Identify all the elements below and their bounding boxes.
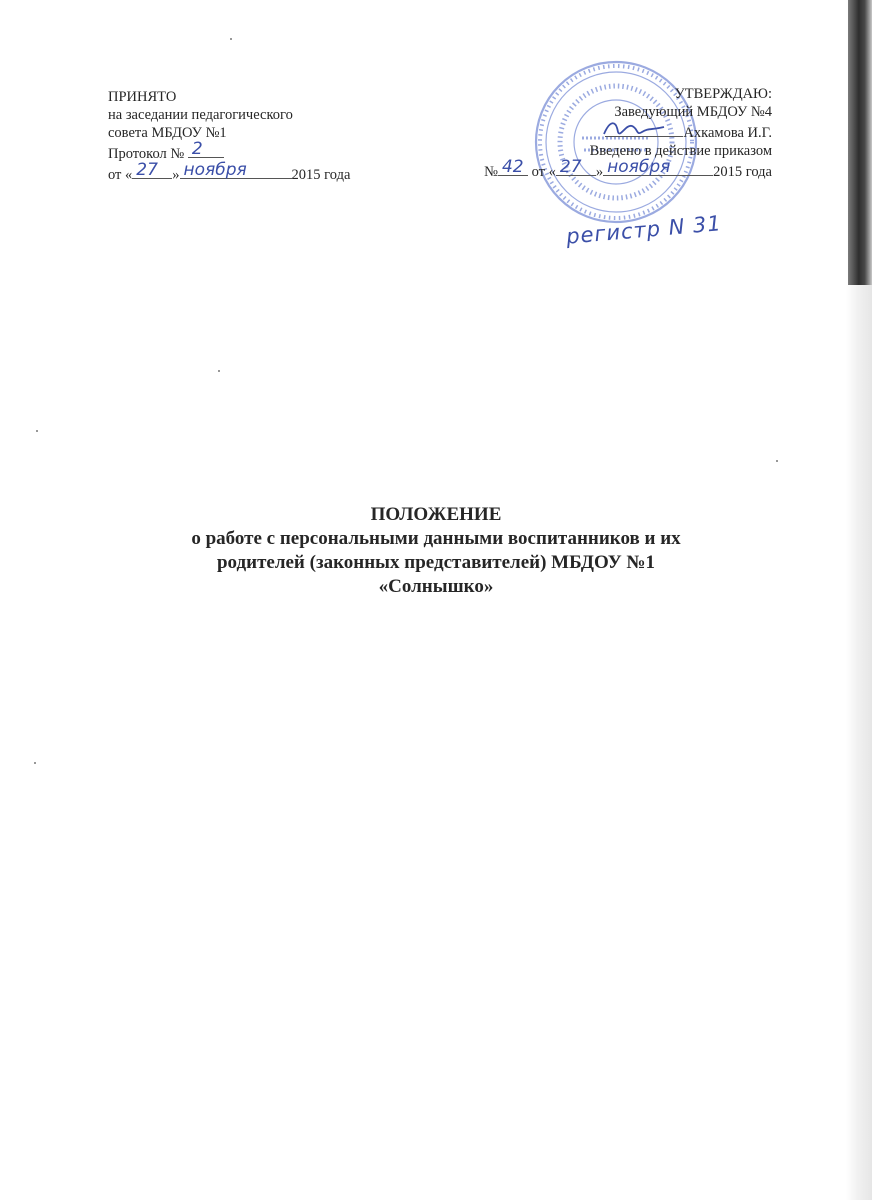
date-month-field	[180, 160, 292, 180]
date-mid: »	[172, 167, 180, 183]
title-heading: ПОЛОЖЕНИЕ	[370, 504, 502, 525]
title-line-4: «Солнышко»	[378, 576, 494, 597]
head-signature-line	[484, 121, 772, 142]
scan-speck	[34, 762, 36, 764]
accepted-heading: ПРИНЯТО	[108, 89, 177, 105]
accepted-council-line: совета МБДОУ №1	[108, 125, 227, 141]
accepted-date-line	[108, 160, 351, 184]
order-day-field	[556, 157, 596, 177]
head-position-line: Заведующий МБДОУ №4	[614, 104, 772, 120]
protocol-label: Протокол №	[108, 146, 185, 162]
registry-note-handwritten: регистр N 31	[565, 211, 723, 249]
protocol-number-handwritten: 2	[191, 139, 203, 159]
date-suffix: 2015 года	[291, 167, 351, 183]
title-line-3: родителей (законных представителей) МБДОУ №1	[216, 552, 655, 573]
date-day-field	[132, 160, 172, 180]
document-title	[100, 503, 772, 599]
order-month-field	[603, 157, 713, 177]
title-line-2: о работе с персональными данными воспитанников и их	[191, 528, 681, 549]
head-name: Ахкамова И.Г.	[683, 125, 772, 141]
approved-block	[484, 85, 772, 181]
approved-heading: УТВЕРЖДАЮ:	[674, 86, 772, 102]
order-intro-line: Введено в действие приказом	[589, 143, 772, 159]
order-prefix: №	[484, 164, 498, 180]
scan-speck	[230, 38, 232, 40]
signature-field	[605, 121, 683, 137]
order-number-field	[498, 157, 528, 177]
order-mid: »	[595, 164, 604, 180]
order-from: от «	[527, 164, 556, 180]
scan-speck	[776, 460, 778, 462]
protocol-number-field	[188, 139, 224, 159]
order-day-handwritten: 27	[559, 157, 582, 177]
order-number-handwritten: 42	[501, 157, 524, 177]
scan-speck	[218, 370, 220, 372]
order-suffix: 2015 года	[713, 164, 772, 180]
order-month-handwritten: ноября	[607, 157, 671, 177]
accepted-meeting-line: на заседании педагогического	[108, 107, 293, 123]
order-line	[484, 157, 772, 181]
scan-speck	[36, 430, 38, 432]
date-month-handwritten: ноября	[183, 160, 247, 180]
scan-edge-shadow	[848, 0, 872, 285]
date-prefix: от «	[108, 167, 133, 183]
accepted-block	[108, 88, 350, 184]
date-day-handwritten: 27	[136, 160, 158, 180]
